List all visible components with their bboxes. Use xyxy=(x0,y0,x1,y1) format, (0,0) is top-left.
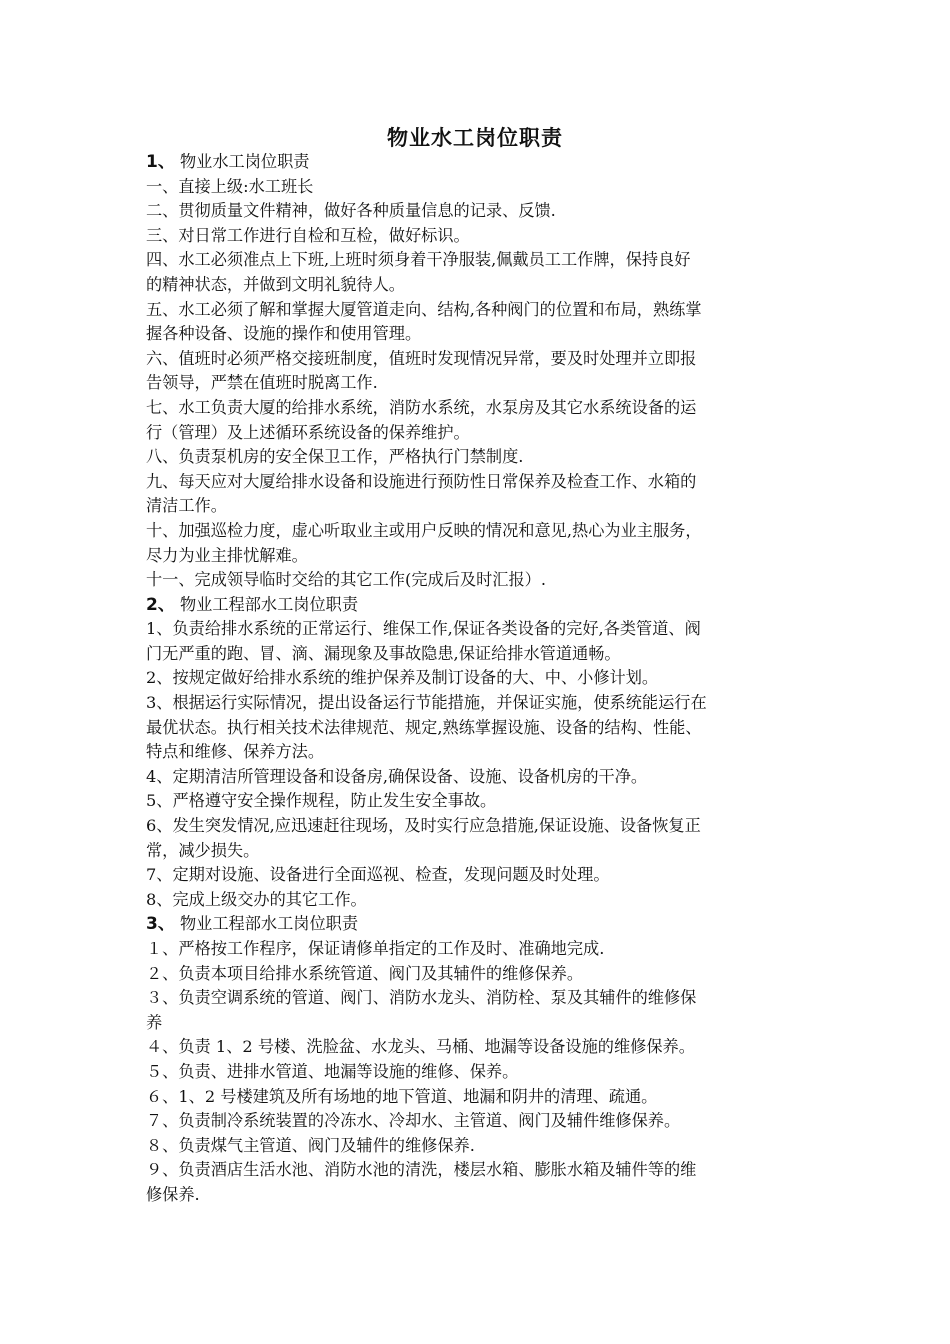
line-text: ４、负责 1、2 号楼、洗脸盆、水龙头、马桶、地漏等设备设施的维修保养。 xyxy=(146,1037,695,1057)
line-text: 6、发生突发情况,应迅速赶往现场，及时实行应急措施,保证设施、设备恢复正 xyxy=(146,816,701,836)
text-line xyxy=(146,642,806,667)
text-line xyxy=(146,789,806,814)
line-text: 告领导，严禁在值班时脱离工作. xyxy=(146,373,378,393)
line-text: 4、定期清洁所管理设备和设备房,确保设备、设施、设备机房的干净。 xyxy=(146,766,648,786)
line-text: 三、对日常工作进行自检和互检，做好标识。 xyxy=(146,225,470,245)
document-body xyxy=(146,150,806,1208)
text-line xyxy=(146,322,806,347)
text-line xyxy=(146,1158,806,1183)
text-line xyxy=(146,740,806,765)
line-text: ７、负责制冷系统装置的冷冻水、冷却水、主管道、阀门及辅件维修保养。 xyxy=(146,1111,681,1131)
section-number: 2、 xyxy=(146,594,175,615)
text-line xyxy=(146,1134,806,1159)
line-text: 养 xyxy=(146,1012,163,1032)
line-text: 5、严格遵守安全操作规程，防止发生安全事故。 xyxy=(146,791,497,811)
text-line xyxy=(146,716,806,741)
section-number: 1、 xyxy=(146,152,175,172)
text-line xyxy=(146,396,806,421)
text-line xyxy=(146,175,806,200)
text-line xyxy=(146,691,806,716)
text-line xyxy=(146,445,806,470)
line-text: 行（管理）及上述循环系统设备的保养维护。 xyxy=(146,422,470,442)
line-text: 九、每天应对大厦给排水设备和设施进行预防性日常保养及检查工作、水箱的 xyxy=(146,471,697,491)
text-line xyxy=(146,814,806,839)
text-line xyxy=(146,544,806,569)
text-line xyxy=(146,470,806,495)
text-line xyxy=(146,863,806,888)
line-text: 常，减少损失。 xyxy=(146,840,260,860)
text-line xyxy=(146,1060,806,1085)
line-text: 物业工程部水工岗位职责 xyxy=(174,594,359,614)
text-line xyxy=(146,494,806,519)
section-heading xyxy=(146,912,806,937)
line-text: ３、负责空调系统的管道、阀门、消防水龙头、消防栓、泵及其辅件的维修保 xyxy=(146,988,697,1008)
line-text: 握各种设备、设施的操作和使用管理。 xyxy=(146,324,422,344)
text-line xyxy=(146,298,806,323)
line-text: 物业水工岗位职责 xyxy=(174,152,310,171)
text-line xyxy=(146,888,806,913)
line-text: ６、1、2 号楼建筑及所有场地的地下管道、地漏和阴井的清理、疏通。 xyxy=(146,1086,658,1106)
text-line xyxy=(146,1183,806,1208)
line-text: 3、根据运行实际情况，提出设备运行节能措施，并保证实施，使系统能运行在 xyxy=(146,693,707,713)
text-line xyxy=(146,519,806,544)
text-line xyxy=(146,273,806,298)
line-text: 门无严重的跑、冒、滴、漏现象及事故隐患,保证给排水管道通畅。 xyxy=(146,643,621,663)
line-text: 特点和维修、保养方法。 xyxy=(146,742,325,762)
section-number: 3、 xyxy=(146,914,175,935)
line-text: 7、定期对设施、设备进行全面巡视、检查，发现问题及时处理。 xyxy=(146,865,610,885)
line-text: ８、负责煤气主管道、阀门及辅件的维修保养. xyxy=(146,1135,475,1155)
text-line xyxy=(146,839,806,864)
line-text: 2、按规定做好给排水系统的维护保养及制订设备的大、中、小修计划。 xyxy=(146,668,659,688)
line-text: 一、直接上级:水工班长 xyxy=(146,176,314,196)
line-text: 四、水工必须准点上下班,上班时须身着干净服装,佩戴员工工作牌，保持良好 xyxy=(146,250,691,270)
text-line xyxy=(146,937,806,962)
line-text: ２、负责本项目给排水系统管道、阀门及其辅件的维修保养。 xyxy=(146,963,584,983)
line-text: １、严格按工作程序，保证请修单指定的工作及时、准确地完成. xyxy=(146,939,605,958)
line-text: 尽力为业主排忧解难。 xyxy=(146,545,308,565)
line-text: 十一、完成领导临时交给的其它工作(完成后及时汇报）. xyxy=(146,570,546,590)
text-line xyxy=(146,421,806,446)
text-line xyxy=(146,199,806,224)
line-text: ９、负责酒店生活水池、消防水池的清洗，楼层水箱、膨胀水箱及辅件等的维 xyxy=(146,1160,697,1180)
text-line xyxy=(146,1085,806,1110)
section-heading xyxy=(146,150,806,175)
text-line xyxy=(146,224,806,249)
line-text: 六、值班时必须严格交接班制度，值班时发现情况异常，要及时处理并立即报 xyxy=(146,348,697,368)
line-text: 物业工程部水工岗位职责 xyxy=(174,914,359,934)
line-text: 二、贯彻质量文件精神，做好各种质量信息的记录、反馈. xyxy=(146,201,556,221)
line-text: 修保养. xyxy=(146,1184,200,1204)
text-line xyxy=(146,347,806,372)
text-line xyxy=(146,568,806,593)
line-text: 的精神状态，并做到文明礼貌待人。 xyxy=(146,274,405,294)
line-text: 七、水工负责大厦的给排水系统，消防水系统，水泵房及其它水系统设备的运 xyxy=(146,397,697,417)
text-line xyxy=(146,765,806,790)
line-text: 五、水工必须了解和掌握大厦管道走向、结构,各种阀门的位置和布局，熟练掌 xyxy=(146,299,702,319)
line-text: 十、加强巡检力度，虚心听取业主或用户反映的情况和意见,热心为业主服务， xyxy=(146,520,702,540)
text-line xyxy=(146,1035,806,1060)
text-line xyxy=(146,962,806,987)
section-heading xyxy=(146,593,806,618)
text-line xyxy=(146,666,806,691)
line-text: ５、负责、进排水管道、地漏等设施的维修、保养。 xyxy=(146,1061,519,1081)
line-text: 八、负责泵机房的安全保卫工作，严格执行门禁制度. xyxy=(146,447,524,467)
text-line xyxy=(146,371,806,396)
line-text: 8、完成上级交办的其它工作。 xyxy=(146,889,367,909)
line-text: 1、负责给排水系统的正常运行、维保工作,保证各类设备的完好,各类管道、阀 xyxy=(146,619,701,639)
text-line xyxy=(146,1011,806,1036)
line-text: 最优状态。执行相关技术法律规范、规定,熟练掌握设施、设备的结构、性能、 xyxy=(146,717,702,737)
line-text: 清洁工作。 xyxy=(146,496,227,516)
document-title: 物业水工岗位职责 xyxy=(387,126,563,150)
text-line xyxy=(146,1109,806,1134)
text-line xyxy=(146,248,806,273)
text-line xyxy=(146,986,806,1011)
text-line xyxy=(146,617,806,642)
